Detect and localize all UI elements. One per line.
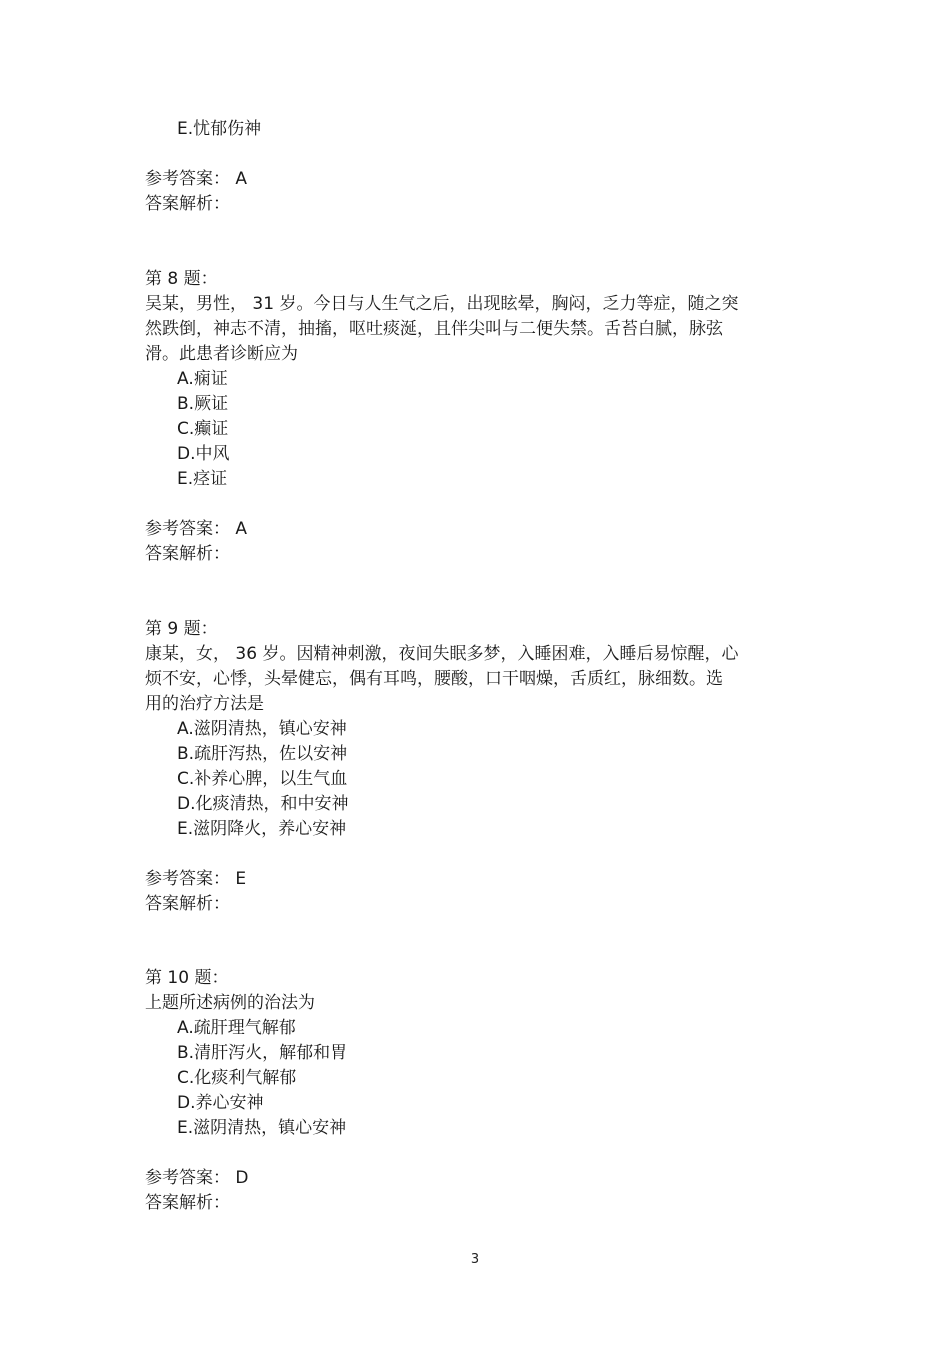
q9-title: 第 9 题： [145,619,218,639]
q8-stem-line-3: 滑。此患者诊断应为 [145,344,298,364]
q9-answer: 参考答案： E [145,869,247,889]
q8-title: 第 8 题： [145,269,218,289]
q10-title: 第 10 题： [145,968,229,988]
q9-stem-line-2: 烦不安，心悸，头晕健忘，偶有耳鸣，腰酸，口干咽燥，舌质红，脉细数。选 [145,669,723,689]
q9-option-a: A.滋阴清热，镇心安神 [177,719,347,739]
q9-option-b: B.疏肝泻热，佐以安神 [177,744,348,764]
q9-stem-line-1: 康某，女， 36 岁。因精神刺激，夜间失眠多梦，入睡困难，入睡后易惊醒，心 [145,644,739,664]
q9-option-e: E.滋阴降火，养心安神 [177,819,347,839]
q10-answer: 参考答案： D [145,1168,249,1188]
q8-answer: 参考答案： A [145,519,248,539]
prev-option-e: E.忧郁伤神 [177,119,262,139]
q10-option-c: C.化痰利气解郁 [177,1068,297,1088]
q8-option-a: A.痫证 [177,369,228,389]
q8-option-d: D.中风 [177,444,230,464]
q10-option-a: A.疏肝理气解郁 [177,1018,296,1038]
prev-analysis: 答案解析： [145,194,230,214]
q9-option-c: C.补养心脾，以生气血 [177,769,348,789]
q8-stem-line-1: 吴某，男性， 31 岁。今日与人生气之后，出现眩晕，胸闷，乏力等症，随之突 [145,294,739,314]
q8-option-b: B.厥证 [177,394,229,414]
q10-option-e: E.滋阴清热，镇心安神 [177,1118,347,1138]
page-number: 3 [470,1252,480,1267]
q10-stem-line-1: 上题所述病例的治法为 [145,993,315,1013]
q10-option-d: D.养心安神 [177,1093,264,1113]
prev-answer: 参考答案： A [145,169,248,189]
q8-option-e: E.痉证 [177,469,228,489]
q9-option-d: D.化痰清热，和中安神 [177,794,349,814]
q9-analysis: 答案解析： [145,894,230,914]
q8-option-c: C.癫证 [177,419,229,439]
q9-stem-line-3: 用的治疗方法是 [145,694,264,714]
q10-analysis: 答案解析： [145,1193,230,1213]
q8-stem-line-2: 然跌倒，神志不清，抽搐，呕吐痰涎，且伴尖叫与二便失禁。舌苔白腻，脉弦 [145,319,723,339]
q8-analysis: 答案解析： [145,544,230,564]
q10-option-b: B.清肝泻火，解郁和胃 [177,1043,348,1063]
